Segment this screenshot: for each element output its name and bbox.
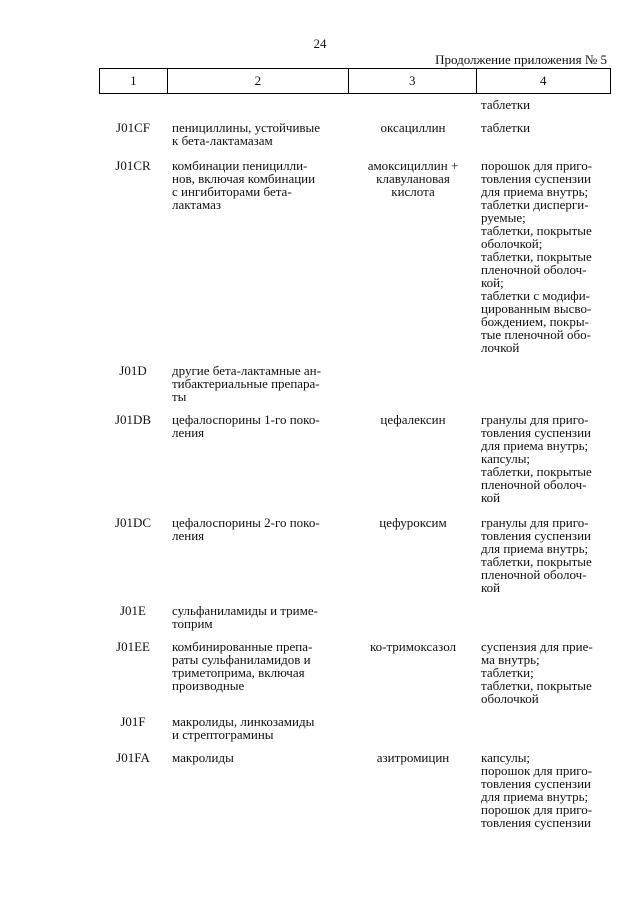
group-name-line: ления <box>172 425 205 440</box>
drug-name <box>349 640 477 705</box>
table-row <box>99 98 611 111</box>
group-name-line: комбинированные препа- <box>172 639 313 654</box>
dosage-forms-line: пленочной оболоч- <box>481 477 587 492</box>
dosage-forms-line: таблетки; <box>481 665 534 680</box>
table-row <box>99 413 611 504</box>
atc-code: J01EE <box>116 639 150 654</box>
dosage-forms-line: бождением, покры- <box>481 314 589 329</box>
group-name <box>167 413 349 504</box>
dosage-forms <box>477 98 611 111</box>
group-name-line: топрим <box>172 616 213 631</box>
group-name-line: с ингибиторами бета- <box>172 184 292 199</box>
dosage-forms <box>477 715 611 741</box>
dosage-forms-line: порошок для приго- <box>481 763 593 778</box>
dosage-forms-line: для приема внутрь; <box>481 184 589 199</box>
dosage-forms <box>477 413 611 504</box>
group-name-line: макролиды <box>172 750 234 765</box>
dosage-forms <box>477 516 611 594</box>
group-name <box>167 516 349 594</box>
table-row <box>99 364 611 403</box>
table-row <box>99 159 611 354</box>
dosage-forms-line: для приема внутрь; <box>481 541 589 556</box>
column-header-4: 4 <box>540 73 547 88</box>
dosage-forms <box>477 159 611 354</box>
group-name <box>167 604 349 630</box>
table-row <box>99 121 611 147</box>
atc-code: J01FA <box>116 750 150 765</box>
dosage-forms <box>477 121 611 147</box>
dosage-forms-line: таблетки, покрытые <box>481 223 592 238</box>
dosage-forms-line: товления суспензии <box>481 776 591 791</box>
drug-name-line: азитромицин <box>376 750 450 765</box>
drug-name-line: амоксициллин + <box>367 158 459 173</box>
group-name-line: ления <box>172 528 205 543</box>
drug-name <box>349 413 477 504</box>
group-name-line: пенициллины, устойчивые <box>172 120 321 135</box>
drug-name <box>349 604 477 630</box>
dosage-forms <box>477 751 611 829</box>
dosage-forms-line: для приема внутрь; <box>481 438 589 453</box>
group-name-line: макролиды, линкозамиды <box>172 714 315 729</box>
dosage-forms-line: пленочной оболоч- <box>481 262 587 277</box>
drug-name-line: цефалексин <box>380 412 446 427</box>
table-row <box>99 640 611 705</box>
dosage-forms-line: товления суспензии <box>481 171 591 186</box>
table-header <box>99 68 611 94</box>
group-name-line: нов, включая комбинации <box>172 171 316 186</box>
drug-name-line: ко-тримоксазол <box>369 639 457 654</box>
dosage-forms-line: тые пленочной обо- <box>481 327 591 342</box>
group-name <box>167 159 349 354</box>
table-body <box>99 98 611 829</box>
group-name <box>167 640 349 705</box>
table-row <box>99 604 611 630</box>
atc-code <box>99 98 167 111</box>
drug-name <box>349 751 477 829</box>
dosage-forms-line: лочкой <box>481 340 520 355</box>
atc-code: J01DC <box>114 515 152 530</box>
table-row <box>99 715 611 741</box>
dosage-forms <box>477 640 611 705</box>
dosage-forms-line: капсулы; <box>481 750 531 765</box>
group-name-line: и стрептограмины <box>172 727 274 742</box>
continuation-label: Продолжение приложения № 5 <box>435 52 607 67</box>
dosage-forms-line: пленочной оболоч- <box>481 567 587 582</box>
drug-name <box>349 98 477 111</box>
drug-name-line: кислота <box>391 184 435 199</box>
dosage-forms-line: таблетки, покрытые <box>481 678 592 693</box>
group-name-line: сульфаниламиды и триме- <box>172 603 318 618</box>
dosage-forms-line: товления суспензии <box>481 528 591 543</box>
group-name-line: раты сульфаниламидов и <box>172 652 311 667</box>
group-name-line: лактамаз <box>172 197 222 212</box>
atc-code: J01DB <box>114 412 152 427</box>
drug-name <box>349 159 477 354</box>
dosage-forms-line: кой <box>481 490 501 505</box>
drug-name <box>349 364 477 403</box>
group-name-line: триметоприма, включая <box>172 665 305 680</box>
atc-code: J01D <box>119 363 147 378</box>
group-name <box>167 715 349 741</box>
dosage-forms-line: таблетки <box>481 97 531 112</box>
dosage-forms-line: порошок для приго- <box>481 802 593 817</box>
dosage-forms-line: таблетки, покрытые <box>481 554 592 569</box>
dosage-forms-line: капсулы; <box>481 451 531 466</box>
atc-code: J01CR <box>115 158 151 173</box>
dosage-forms-line: гранулы для приго- <box>481 515 589 530</box>
dosage-forms-line: товления суспензии <box>481 425 591 440</box>
dosage-forms-line: для приема внутрь; <box>481 789 589 804</box>
group-name-line: другие бета-лактамные ан- <box>172 363 321 378</box>
drug-name <box>349 516 477 594</box>
dosage-forms-line: гранулы для приго- <box>481 412 589 427</box>
dosage-forms-line: суспензия для прие- <box>481 639 593 654</box>
dosage-forms-line: порошок для приго- <box>481 158 593 173</box>
group-name <box>167 121 349 147</box>
dosage-forms-line: кой <box>481 580 501 595</box>
group-name-line: комбинации пеницилли- <box>172 158 308 173</box>
group-name-line: цефалоспорины 1-го поко- <box>172 412 320 427</box>
group-name-line: производные <box>172 678 245 693</box>
atc-code: J01F <box>120 714 146 729</box>
atc-code: J01E <box>120 603 146 618</box>
drug-name-line: оксациллин <box>380 120 446 135</box>
dosage-forms-line: таблетки с модифи- <box>481 288 591 303</box>
dosage-forms <box>477 604 611 630</box>
dosage-forms-line: таблетки, покрытые <box>481 249 592 264</box>
drug-name-line: цефуроксим <box>379 515 447 530</box>
drug-name <box>349 715 477 741</box>
table-row <box>99 516 611 594</box>
dosage-forms-line: товления суспензии <box>481 815 591 830</box>
group-name <box>167 364 349 403</box>
drug-name <box>349 121 477 147</box>
dosage-forms-line: ма внутрь; <box>481 652 540 667</box>
dosage-forms-line: таблетки <box>481 120 531 135</box>
dosage-forms-line: руемые; <box>481 210 526 225</box>
page-number: 24 <box>313 36 327 51</box>
table-row <box>99 751 611 829</box>
column-header-3: 3 <box>349 69 477 93</box>
dosage-forms-line: цированным высво- <box>481 301 592 316</box>
dosage-forms-line: таблетки, покрытые <box>481 464 592 479</box>
group-name-line: цефалоспорины 2-го поко- <box>172 515 320 530</box>
group-name <box>167 751 349 829</box>
atc-code: J01CF <box>116 120 150 135</box>
column-header-1: 1 <box>100 69 168 93</box>
dosage-forms-line: оболочкой <box>481 691 539 706</box>
group-name <box>167 98 349 111</box>
group-name-line: ты <box>172 389 187 404</box>
column-header-2: 2 <box>168 69 349 93</box>
dosage-forms-line: оболочкой; <box>481 236 543 251</box>
dosage-forms <box>477 364 611 403</box>
dosage-forms-line: кой; <box>481 275 504 290</box>
group-name-line: тибактериальные препара- <box>172 376 320 391</box>
group-name-line: к бета-лактамазам <box>172 133 273 148</box>
dosage-forms-line: таблетки дисперги- <box>481 197 589 212</box>
drug-name-line: клавулановая <box>376 171 450 186</box>
